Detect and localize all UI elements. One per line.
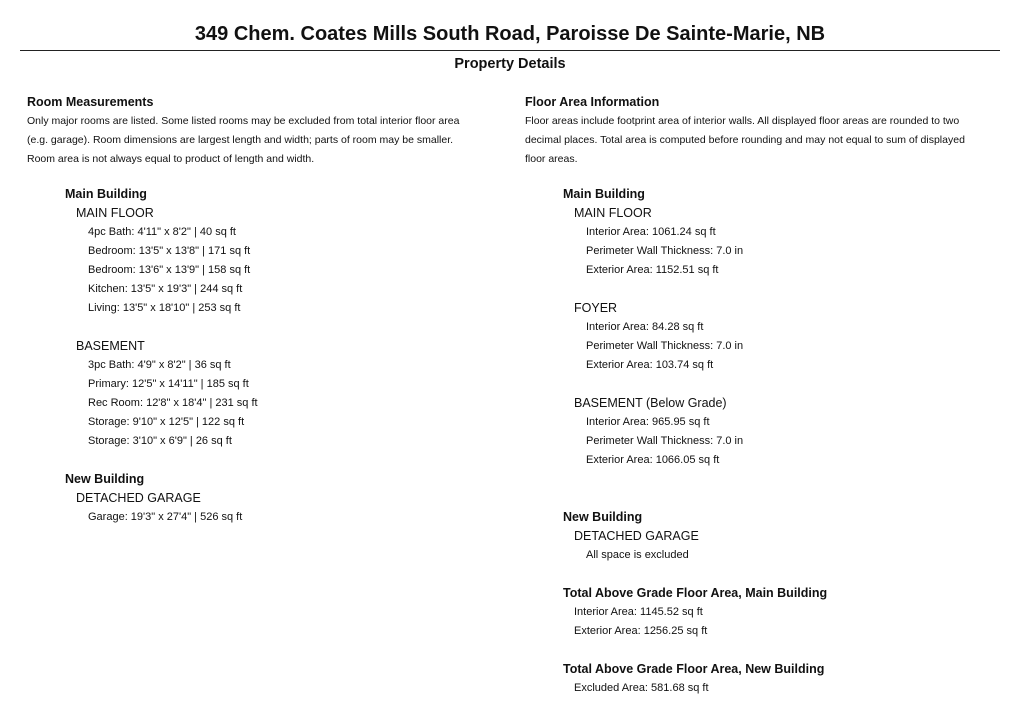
room-measurements-description [27,112,507,169]
floor-label: BASEMENT [76,339,145,353]
total-label: Total Above Grade Floor Area, Main Building [563,586,828,600]
floor-label: BASEMENT (Below Grade) [574,396,727,410]
page-title: 349 Chem. Coates Mills South Road, Paroisse De Sainte-Marie, NB [194,23,826,45]
total-line: Interior Area: 1145.52 sq ft [574,606,703,618]
room-item: Garage: 19'3" x 27'4" | 526 sq ft [88,511,243,523]
area-line: Perimeter Wall Thickness: 7.0 in [586,245,744,257]
room-item: Kitchen: 13'5" x 19'3" | 244 sq ft [88,283,243,295]
page-subtitle: Property Details [454,56,566,72]
floor-area-heading: Floor Area Information [525,95,660,109]
area-line: Interior Area: 965.95 sq ft [586,416,710,428]
area-line: Exterior Area: 103.74 sq ft [586,359,714,371]
main-building-rooms [27,185,507,451]
building-label: Main Building [65,187,147,201]
room-item: 3pc Bath: 4'9" x 8'2" | 36 sq ft [88,359,231,371]
area-line: Perimeter Wall Thickness: 7.0 in [586,435,744,447]
floor-area-section [525,94,1015,698]
floor-label: DETACHED GARAGE [76,491,201,505]
description-line: Room area is not always equal to product of length and width. [27,153,315,165]
total-line: Excluded Area: 581.68 sq ft [574,682,709,694]
floor-area-description [525,112,1015,169]
floor-label: MAIN FLOOR [574,206,652,220]
area-line: Interior Area: 1061.24 sq ft [586,226,716,238]
room-measurements-heading: Room Measurements [27,95,154,109]
room-item: 4pc Bath: 4'11" x 8'2" | 40 sq ft [88,226,236,238]
description-line: decimal places. Total area is computed before rounding and may not equal to sum of displayed [525,134,965,146]
title-divider [20,50,1000,51]
floor-label: FOYER [574,301,618,315]
area-line: All space is excluded [586,549,689,561]
description-line: floor areas. [525,153,578,165]
description-line: (e.g. garage). Room dimensions are largest length and width; parts of room may be smaller. [27,134,454,146]
total-new-building [525,660,1015,698]
floor-label: MAIN FLOOR [76,206,154,220]
area-line: Exterior Area: 1066.05 sq ft [586,454,720,466]
room-item: Storage: 3'10" x 6'9" | 26 sq ft [88,435,232,447]
total-label: Total Above Grade Floor Area, New Building [563,662,825,676]
description-line: Only major rooms are listed. Some listed rooms may be excluded from total interior floor area [27,115,460,127]
room-item: Bedroom: 13'6" x 13'9" | 158 sq ft [88,264,251,276]
total-main-building [525,584,1015,641]
building-label: New Building [65,472,145,486]
room-item: Rec Room: 12'8" x 18'4" | 231 sq ft [88,397,258,409]
area-line: Interior Area: 84.28 sq ft [586,321,704,333]
total-line: Exterior Area: 1256.25 sq ft [574,625,708,637]
room-measurements-section [27,94,507,527]
main-building-areas [525,185,1015,470]
new-building-areas [525,508,1015,565]
floor-label: DETACHED GARAGE [574,529,699,543]
description-line: Floor areas include footprint area of interior walls. All displayed floor areas are rounded to two [525,115,960,127]
room-item: Primary: 12'5" x 14'11" | 185 sq ft [88,378,249,390]
new-building-rooms [27,470,507,527]
building-label: New Building [563,510,643,524]
area-line: Exterior Area: 1152.51 sq ft [586,264,719,276]
room-item: Storage: 9'10" x 12'5" | 122 sq ft [88,416,245,428]
room-item: Living: 13'5" x 18'10" | 253 sq ft [88,302,241,314]
area-line: Perimeter Wall Thickness: 7.0 in [586,340,744,352]
building-label: Main Building [563,187,645,201]
room-item: Bedroom: 13'5" x 13'8" | 171 sq ft [88,245,251,257]
